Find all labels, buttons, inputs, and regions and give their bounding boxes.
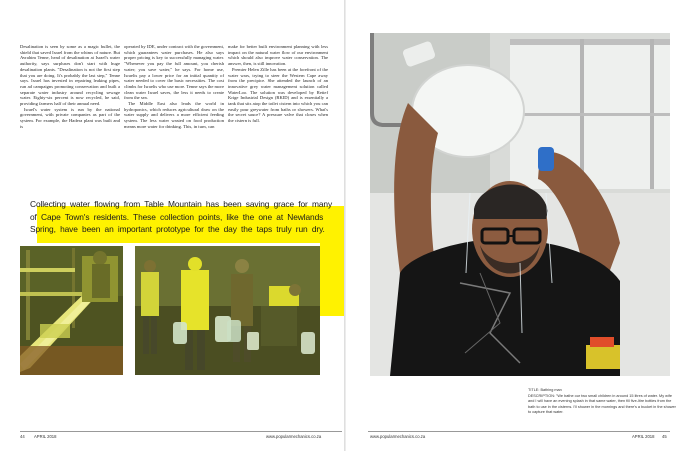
article-column-2 [124,44,224,130]
footer-month-right: APRIL 2018 [632,434,655,439]
pull-quote-highlight-extension [320,242,345,316]
bathing-man-photo [370,33,670,376]
water-collection-photo [135,246,320,375]
article-column-1 [20,44,120,130]
page-number-right: 45 [662,434,667,439]
footer-rule-left [20,431,342,432]
pull-quote: Collecting water flowing from Table Mountain has been saving grace for many of Cape Town's residents. These collection points, like the one at Newlands Spring, have been an important prototype for the day the taps truly run dry. [30,199,333,234]
photo-caption [528,388,678,416]
page-number-left: 44 [20,434,25,439]
caption-description: DESCRIPTION: "We bathe our two small children in around 15 litres of water. My wife and I will have an evening splash in that same water, then fill five-litre bottles from the bath to use in the cisterns. I'll shower in the mornings and there's a bucket in the shower to capture that water. [528,393,676,415]
article-paragraph: operated by IDE, under contract with the government, which guarantees water purchases. He also says proper pricing is key to successfully managing water. "Whenever you pay the full amount, you cherish water; you save water," he says. For home use, Israelis pay a lower price for an initial quantity of water needed to cover the basic necessities. The cost climbs for Israelis who use more. Tenne says the more clean water Israel saves, the less it needs to create from the sea. [124,44,224,101]
spring-pipes-illustration [20,246,123,375]
article-paragraph: Israel's water system is run by the national government, with private companies as part of the system. For example, the Hadera plant was built and is [20,106,120,129]
footer-url-left[interactable]: www.popularmechanics.co.za [266,434,322,439]
footer-month-left: APRIL 2018 [34,434,57,439]
spring-pipes-photo [20,246,123,375]
water-collection-illustration [135,246,320,375]
caption-title: TITLE: Bathing man [528,388,562,392]
left-page [0,0,344,451]
article-paragraph: make for better built environment planning with less impact on the natural water flow of our environment which should also improve water conservation. The answer, then, is still innovation. [228,44,328,67]
footer-url-right[interactable]: www.popularmechanics.co.za [370,434,426,439]
article-column-3 [228,44,328,124]
article-paragraph: Desalination is seen by some as a magic bullet, the shield that saved Israel from the whims of nature. But Avrahim Tenne, head of desalination at Israel's water authority, says surpluses don't start with huge desalination plants. "Desalination is not the first step that you are doing. It's probably the last step," Tenne says. Israel has invested in repairing leaking pipes, run ad campaigns promoting conservation and built a separate water industry around recycling sewage water. Eighty-six percent is now recycled, he said, providing farmers half of their annual need. [20,44,120,107]
footer-rule-right [368,431,670,432]
bathing-man-illustration [370,33,670,376]
article-paragraph: Premier Helen Zille has been at the forefront of the water wars, trying to steer the Western Cape away from the precipice. She attended the launch of an innovative grey water management solution called WaterLoo. The solution was developed by Retief Krige Industrial Design (RKID) and is essentially a tank that sits atop the toilet cistern into which you can easily pour greywater from baths or showers. What's the secret sauce? A pressure valve that closes when the cistern is full. [228,66,328,124]
article-paragraph: The Middle East also leads the world in hydroponics, which reduces agricultural draw on the water supply and delivers a more efficient feeding system. The less water wasted on food production means more water for drinking. This, in turn, can [124,101,224,129]
